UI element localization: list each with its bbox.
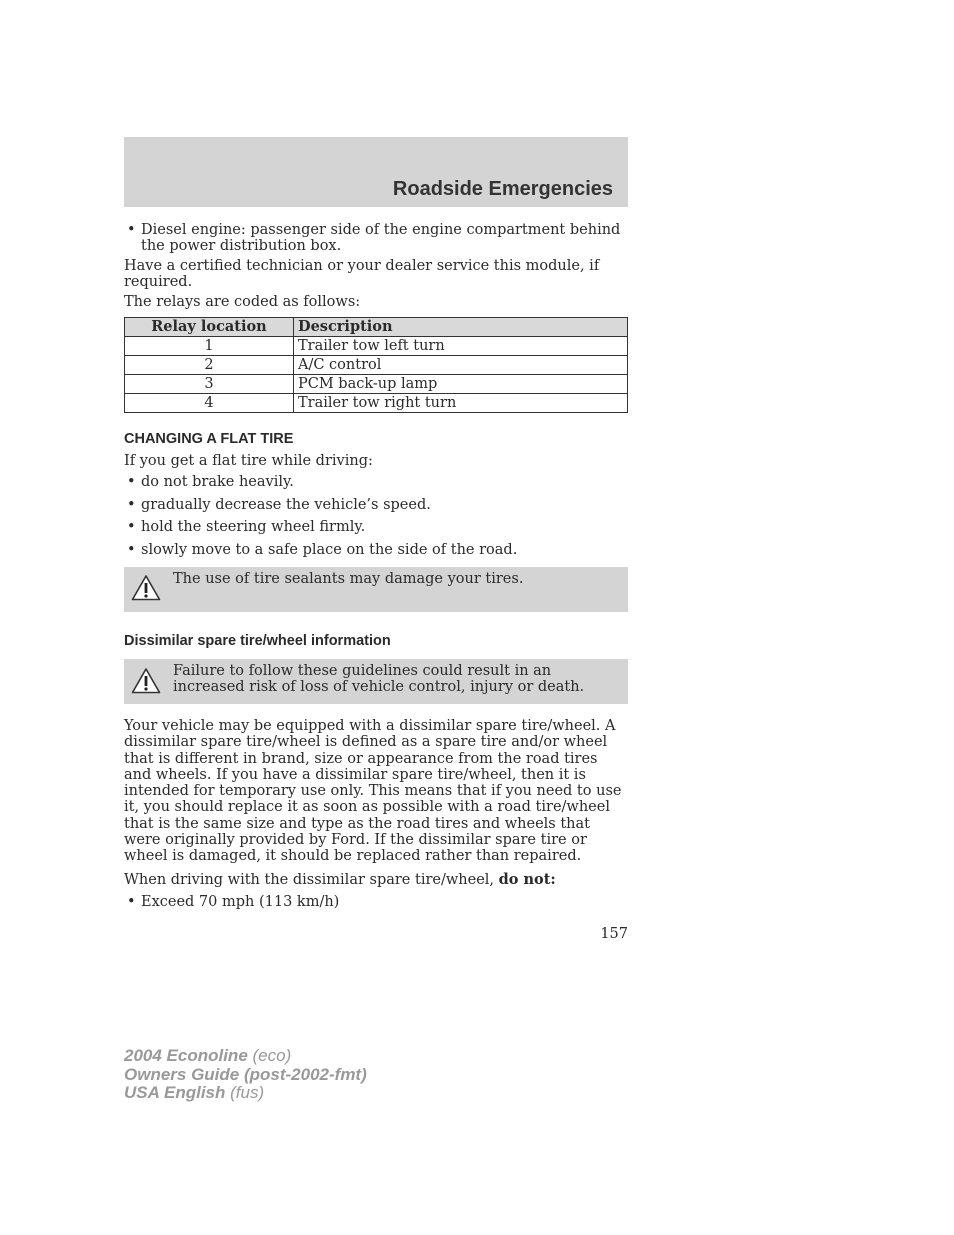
- bullet-marker: •: [127, 497, 136, 513]
- list-item: slowly move to a safe place on the side of the road.: [141, 542, 518, 558]
- intro-paragraph-relays: The relays are coded as follows:: [124, 294, 361, 310]
- relay-description-cell: PCM back-up lamp: [294, 375, 628, 394]
- table-row: [125, 375, 628, 394]
- footer-language: USA English: [124, 1083, 226, 1102]
- driving-instruction-text: When driving with the dissimilar spare tire/wheel,: [124, 872, 495, 888]
- footer-model: 2004 Econoline: [124, 1046, 248, 1065]
- spare-paragraph: Your vehicle may be equipped with a dissimilar spare tire/wheel. A dissimilar spare tire/wheel is defined as a spare tire and/or wheel that is different in brand, size or appearance from the road tires and wheels. If you have a dissimilar spare tire/wheel, then it is intended for temporary use only. This means that if you need to use it, you should replace it as soon as possible with a road tire/wheel that is the same size and type as the road tires and wheels that were originally provided by Ford. If the dissimilar spare tire or wheel is damaged, it should be replaced rather than repaired.: [124, 718, 622, 865]
- warning-text: The use of tire sealants may damage your tires.: [173, 571, 524, 587]
- relay-location-cell: 1: [125, 337, 294, 356]
- table-row: [125, 337, 628, 356]
- footer-line-3: [124, 1084, 367, 1103]
- warning-text: Failure to follow these guidelines could result in an increased risk of loss of vehicle control, injury or death.: [173, 663, 585, 695]
- bullet-marker: •: [127, 894, 136, 910]
- relay-location-cell: 4: [125, 394, 294, 413]
- bullet-marker: •: [127, 519, 136, 535]
- table-header-row: [125, 318, 628, 337]
- section-title: Roadside Emergencies: [392, 178, 613, 200]
- bullet-marker: •: [127, 474, 136, 490]
- driving-instruction-emphasis: do not:: [498, 871, 556, 888]
- relay-description-cell: Trailer tow left turn: [294, 337, 628, 356]
- spare-heading: Dissimilar spare tire/wheel information: [124, 633, 391, 649]
- warning-box-sealants: [124, 567, 628, 612]
- footer-model-code: (eco): [252, 1046, 292, 1065]
- intro-paragraph: Have a certified technician or your dealer service this module, if required.: [124, 258, 600, 290]
- warning-triangle-icon: [131, 574, 161, 605]
- bullet-marker: •: [127, 542, 136, 558]
- section-header-band: [124, 137, 628, 207]
- table-header-description: Description: [294, 318, 628, 337]
- relay-description-cell: A/C control: [294, 356, 628, 375]
- page-number: 157: [600, 926, 628, 942]
- relay-table: [124, 317, 628, 413]
- warning-box-guidelines: [124, 659, 628, 704]
- table-row: [125, 356, 628, 375]
- footer-language-code: (fus): [230, 1083, 265, 1102]
- relay-location-cell: 2: [125, 356, 294, 375]
- list-item: hold the steering wheel firmly.: [141, 519, 366, 535]
- list-item: gradually decrease the vehicle’s speed.: [141, 497, 431, 513]
- relay-location-cell: 3: [125, 375, 294, 394]
- list-item: Exceed 70 mph (113 km/h): [141, 894, 340, 910]
- bullet-marker: •: [127, 222, 136, 238]
- footer-guide: Owners Guide (post-2002-fmt): [124, 1064, 367, 1084]
- document-footer: [124, 1047, 367, 1103]
- warning-triangle-icon: [131, 667, 161, 698]
- relay-description-cell: Trailer tow right turn: [294, 394, 628, 413]
- intro-bullet: Diesel engine: passenger side of the engine compartment behind the power distribution box.: [141, 222, 621, 254]
- footer-line-1: [124, 1047, 367, 1066]
- driving-instruction: [124, 872, 556, 888]
- table-header-relay-location: Relay location: [125, 318, 294, 337]
- flat-tire-heading: CHANGING A FLAT TIRE: [124, 431, 294, 447]
- flat-tire-intro: If you get a flat tire while driving:: [124, 453, 373, 469]
- footer-line-2: [124, 1066, 367, 1085]
- list-item: do not brake heavily.: [141, 474, 294, 490]
- table-row: [125, 394, 628, 413]
